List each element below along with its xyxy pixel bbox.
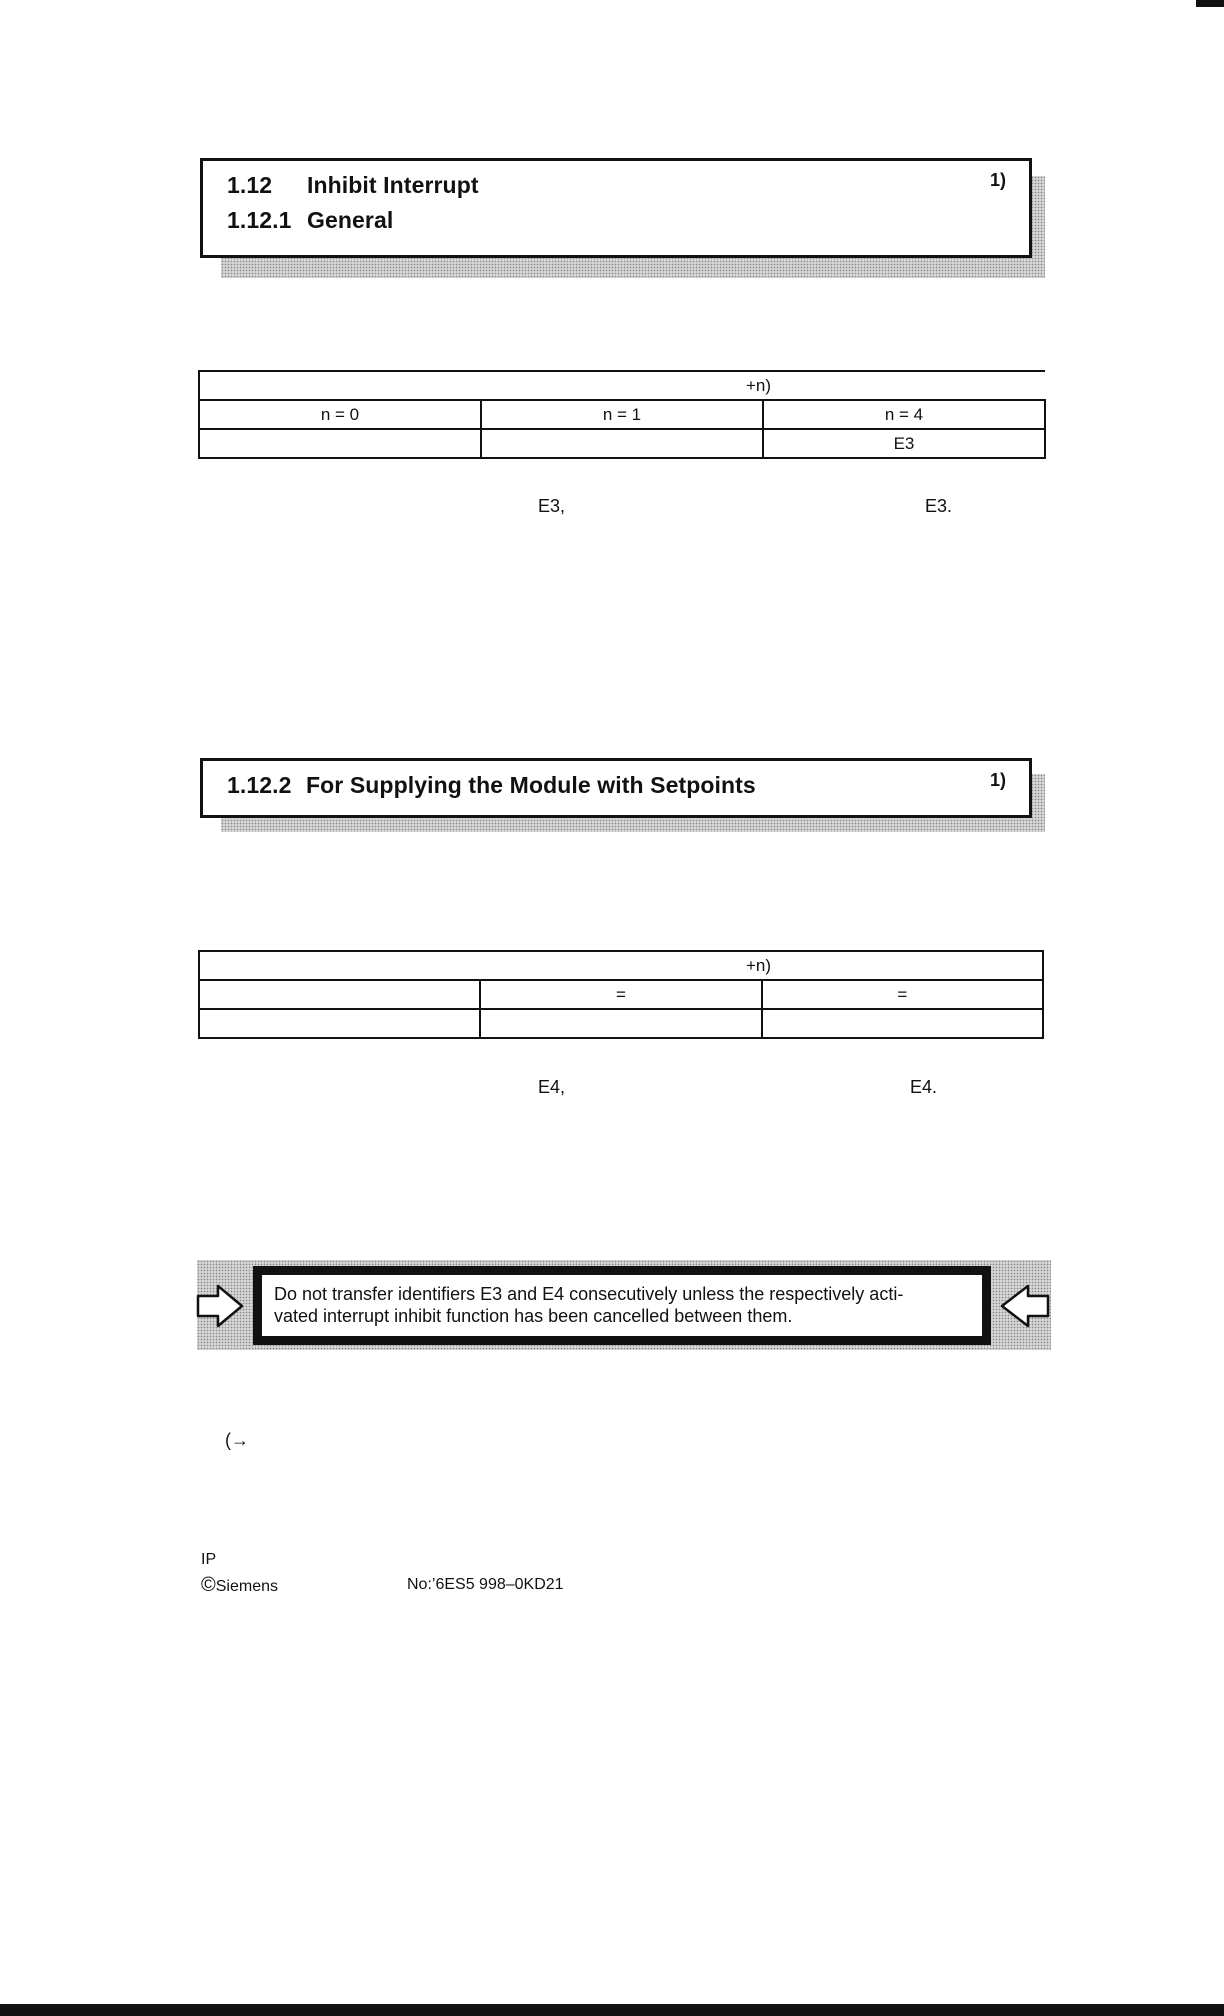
cross-reference: (→ [225,1430,249,1450]
table-note-right: E3. [925,496,953,516]
notice-line: vated interrupt inhibit function has been cancelled between them. [274,1306,793,1326]
footnote-marker: 1) [990,770,1007,790]
table-header-cell [199,371,1045,400]
table-cell [481,429,763,458]
footer-company: Siemens [215,1578,278,1595]
table-cell [199,1009,480,1038]
notice-line: Do not transfer identifiers E3 and E4 consecutively unless the respectively acti- [274,1284,904,1304]
table-cell: n = 1 [481,400,763,429]
section-number: 1.12 [227,172,273,198]
table-cell: = [762,980,1043,1009]
table-cell [199,980,480,1009]
footer-order-number: No:’6ES5 998–0KD21 [407,1576,564,1593]
subsection-title: For Supplying the Module with Setpoints [306,772,756,798]
subsection-number: 1.12.2 [227,772,292,798]
bottom-bar [0,2004,1224,2016]
table-cell [199,429,481,458]
table-cell [762,1009,1043,1038]
copyright-icon: © [201,1574,216,1596]
arrow-left-icon [998,1284,1050,1328]
footer-copyright [201,1574,278,1597]
corner-mark [1196,0,1224,7]
table-note-right: E4. [910,1077,938,1097]
notice-text [274,1283,974,1327]
table-note-left: E4, [538,1077,566,1097]
table-cell: n = 0 [199,400,481,429]
table-header-label: +n) [746,375,772,395]
subsection-title: General [307,207,394,233]
table-cell: E3 [763,429,1045,458]
table-cell: = [480,980,761,1009]
table-cell [480,1009,761,1038]
table-cell: n = 4 [763,400,1045,429]
table-header-cell [199,951,1043,980]
section-title: Inhibit Interrupt [307,172,479,198]
subsection-number: 1.12.1 [227,207,292,233]
table-header-label: +n) [746,955,772,975]
identifier-table-e4 [198,950,1044,1039]
arrow-right-icon [196,1284,246,1328]
table-note-left: E3, [538,496,566,516]
footer-product: IP [201,1551,217,1568]
identifier-table-e3 [198,370,1046,459]
footnote-marker: 1) [990,170,1007,190]
